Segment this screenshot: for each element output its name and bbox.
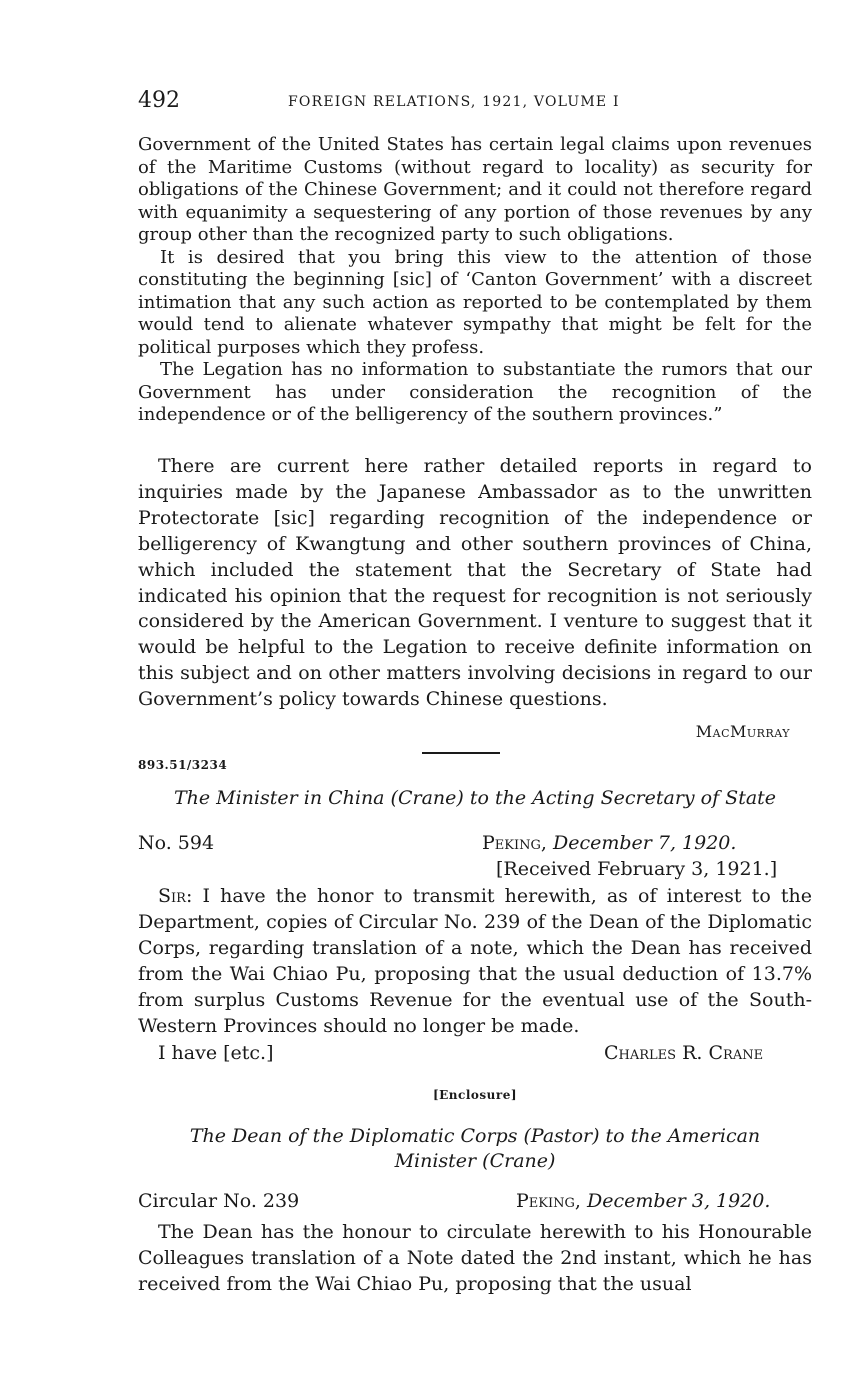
date: December 3, 1920.: [586, 1190, 771, 1212]
quoted-telegram: [138, 134, 812, 427]
quote-paragraph: The Legation has no information to substantiate the rumors that our Government has under consideration the recognition of the independence or of the belligerency of the southern provinces.”: [138, 359, 812, 425]
place: Peking,: [516, 1190, 581, 1212]
enclosure-dateline: [138, 1190, 812, 1216]
section-divider: [422, 752, 500, 754]
closing-line: [138, 1042, 812, 1068]
signature-crane: Charles R. Crane: [604, 1042, 764, 1064]
circular-number: Circular No. 239: [138, 1190, 300, 1212]
letter-text: I have the honor to transmit herewith, as of interest to the Department, copies of Circular No. 239 of the Dean of the Diplomatic Corps, regarding translation of a note, which the Dean has received from the Wai Chiao Pu, proposing that the usual deduction of 13.7% from surplus Customs Revenue for the eventual use of the South-Western Provinces should no longer be made.: [138, 885, 813, 1037]
dateline: [138, 832, 812, 858]
signature-macmurray: MacMurray: [695, 722, 790, 741]
salutation: Sir:: [158, 885, 193, 907]
closing: I have [etc.]: [158, 1042, 274, 1064]
file-number: 893.51/3234: [138, 758, 228, 772]
document-title: The Minister in China (Crane) to the Acting Secretary of State: [173, 787, 777, 809]
place: Peking,: [482, 832, 547, 854]
quote-paragraph: It is desired that you bring this view to the attention of those constituting the beginning [sic] of ‘Canton Government’ with a discreet intimation that any such action as reported to be contemplated by them would tend to alienate whatever sympathy that might be felt for the political purposes which they profess.: [138, 246, 812, 358]
page-number: 492: [138, 88, 180, 113]
enclosure-label: [Enclosure]: [432, 1088, 518, 1102]
enclosure-body: The Dean has the honour to circulate herewith to his Honourable Colleagues translation of a Note dated the 2nd instant, which he has received from the Wai Chiao Pu, proposing that the usual: [138, 1221, 812, 1295]
enclosure-title-line-1: The Dean of the Diplomatic Corps (Pastor) to the American: [189, 1125, 761, 1147]
dateline-place-date: [482, 832, 736, 854]
enclosure-place-date: [516, 1190, 770, 1212]
date: December 7, 1920.: [552, 832, 737, 854]
enclosure-title-line-2: Minister (Crane): [394, 1150, 556, 1172]
received-date: [Received February 3, 1921.]: [496, 858, 778, 880]
document-number: No. 594: [138, 832, 215, 854]
running-title: FOREIGN RELATIONS, 1921, VOLUME I: [288, 94, 620, 110]
quote-paragraph: Government of the United States has certain legal claims upon revenues of the Maritime Customs (without regard to locality) as security for obligations of the Chinese Government; and it could not therefore regard with equanimity a sequestering of any portion of those revenues by any group other than the recognized party to such obligations.: [138, 134, 812, 245]
page-header: [138, 88, 812, 118]
main-paragraph: There are current here rather detailed reports in regard to inquiries made by the Japanese Ambassador as to the unwritten Protectorate [sic] regarding recognition of the independence or belligerency of Kwangtung and other southern provinces of China, which included the statement that the Secretary of State had indicated his opinion that the request for recognition is not seriously considered by the American Government. I venture to suggest that it would be helpful to the Legation to receive definite information on this subject and on other matters involving decisions in regard to our Government’s policy towards Chinese questions.: [138, 455, 812, 711]
letter-body: [138, 884, 812, 1039]
received-line: [138, 858, 812, 884]
